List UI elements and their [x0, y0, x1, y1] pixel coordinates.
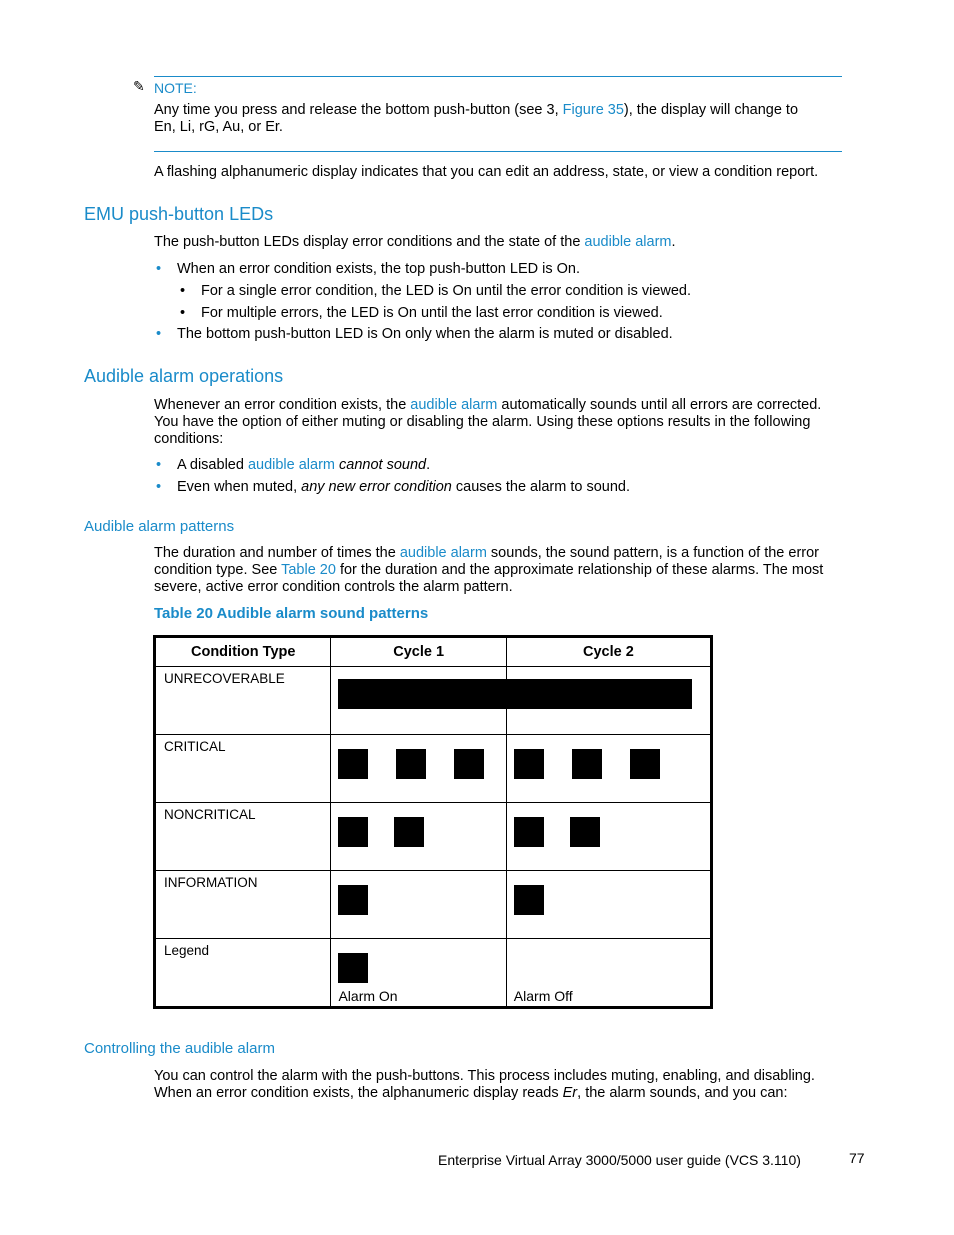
- emu-heading: EMU push-button LEDs: [84, 204, 274, 224]
- table-row: [155, 803, 712, 871]
- alarm-on-block: [338, 885, 368, 915]
- audible-alarm-link[interactable]: audible alarm: [399, 545, 487, 561]
- ops-heading: Audible alarm operations: [84, 366, 284, 386]
- emu-bullet-1: When an error condition exists, the top push-button LED is On.: [177, 261, 580, 277]
- control-heading: Controlling the audible alarm: [84, 1040, 275, 1057]
- alarm-on-block: [394, 817, 424, 847]
- audible-alarm-link[interactable]: audible alarm: [584, 234, 672, 250]
- row-label-information: INFORMATION: [164, 875, 258, 890]
- alarm-pattern-table: [153, 635, 713, 1009]
- alarm-on-block: [338, 679, 692, 709]
- header-condition-type: Condition Type: [155, 637, 331, 667]
- row-label-legend: Legend: [164, 943, 210, 958]
- audible-alarm-link[interactable]: audible alarm: [410, 397, 498, 413]
- legend-on-block: [338, 953, 368, 983]
- sub-bullet-icon: •: [180, 283, 186, 299]
- alarm-on-block: [454, 749, 484, 779]
- alarm-on-block: [338, 817, 368, 847]
- table-row: [155, 939, 712, 1008]
- audible-alarm-link[interactable]: audible alarm: [247, 457, 336, 473]
- page-number: 77: [849, 1150, 865, 1166]
- patterns-paragraph: The duration and number of times the audible alarm sounds, the sound pattern, is a function of the error condition type. See Table 20 for the duration and the approximate relationship of these alarms. The most severe, active error condition controls the alarm pattern.: [154, 545, 824, 595]
- note-top-rule: [154, 76, 842, 77]
- alarm-on-block: [514, 885, 544, 915]
- header-cycle-1: Cycle 1: [331, 637, 506, 667]
- table-row: [155, 871, 712, 939]
- alarm-on-block: [514, 749, 544, 779]
- ops-bullet-1: A disabled audible alarm cannot sound.: [177, 457, 431, 473]
- row-label-noncritical: NONCRITICAL: [164, 807, 256, 822]
- alarm-on-block: [572, 749, 602, 779]
- alarm-on-block: [514, 817, 544, 847]
- ops-paragraph: Whenever an error condition exists, the audible alarm automatically sounds until all errors are corrected. You have the option of either muting or disabling the alarm. Using these options results in the following conditions:: [154, 397, 822, 447]
- note-bottom-rule: [154, 151, 842, 152]
- ops-bullet-2: Even when muted, any new error condition causes the alarm to sound.: [177, 479, 631, 495]
- bullet-icon: •: [156, 326, 162, 342]
- bullet-icon: •: [156, 479, 162, 495]
- intro-paragraph: A flashing alphanumeric display indicates that you can edit an address, state, or view a condition report.: [154, 164, 819, 180]
- note-icon: ✎: [133, 78, 145, 94]
- note-text: Any time you press and release the bottom push-button (see 3, Figure 35), the display will change to En, Li, rG, Au, or Er.: [154, 102, 799, 135]
- figure-35-link[interactable]: Figure 35: [562, 102, 624, 118]
- table-20-link[interactable]: Table 20: [281, 562, 336, 578]
- table-row: [155, 735, 712, 803]
- note-label: NOTE:: [154, 80, 197, 96]
- row-label-critical: CRITICAL: [164, 739, 226, 754]
- sub-bullet-icon: •: [180, 305, 186, 321]
- emu-sub-bullet-1: For a single error condition, the LED is On until the error condition is viewed.: [201, 283, 692, 299]
- alarm-on-block: [570, 817, 600, 847]
- table-header-row: [155, 637, 712, 667]
- table-row: [155, 667, 712, 735]
- alarm-on-block: [630, 749, 660, 779]
- patterns-heading: Audible alarm patterns: [84, 518, 235, 535]
- emu-bullet-2: The bottom push-button LED is On only when the alarm is muted or disabled.: [177, 326, 673, 342]
- header-cycle-2: Cycle 2: [506, 637, 711, 667]
- control-paragraph: You can control the alarm with the push-buttons. This process includes muting, enabling, and disabling. When an error condition exists, the alphanumeric display reads Er, the alarm sounds, and you can:: [154, 1068, 815, 1101]
- emu-sub-bullet-2: For multiple errors, the LED is On until the last error condition is viewed.: [201, 305, 663, 321]
- table-caption: Table 20 Audible alarm sound patterns: [154, 605, 429, 622]
- alarm-on-block: [338, 749, 368, 779]
- bullet-icon: •: [156, 457, 162, 473]
- emu-paragraph: The push-button LEDs display error conditions and the state of the audible alarm.: [154, 234, 676, 250]
- row-label-unrecoverable: UNRECOVERABLE: [164, 671, 285, 686]
- footer-title: Enterprise Virtual Array 3000/5000 user guide (VCS 3.110): [438, 1152, 801, 1168]
- alarm-on-block: [396, 749, 426, 779]
- legend-alarm-on: Alarm On: [338, 988, 398, 1004]
- legend-alarm-off: Alarm Off: [513, 988, 573, 1004]
- bullet-icon: •: [156, 261, 162, 277]
